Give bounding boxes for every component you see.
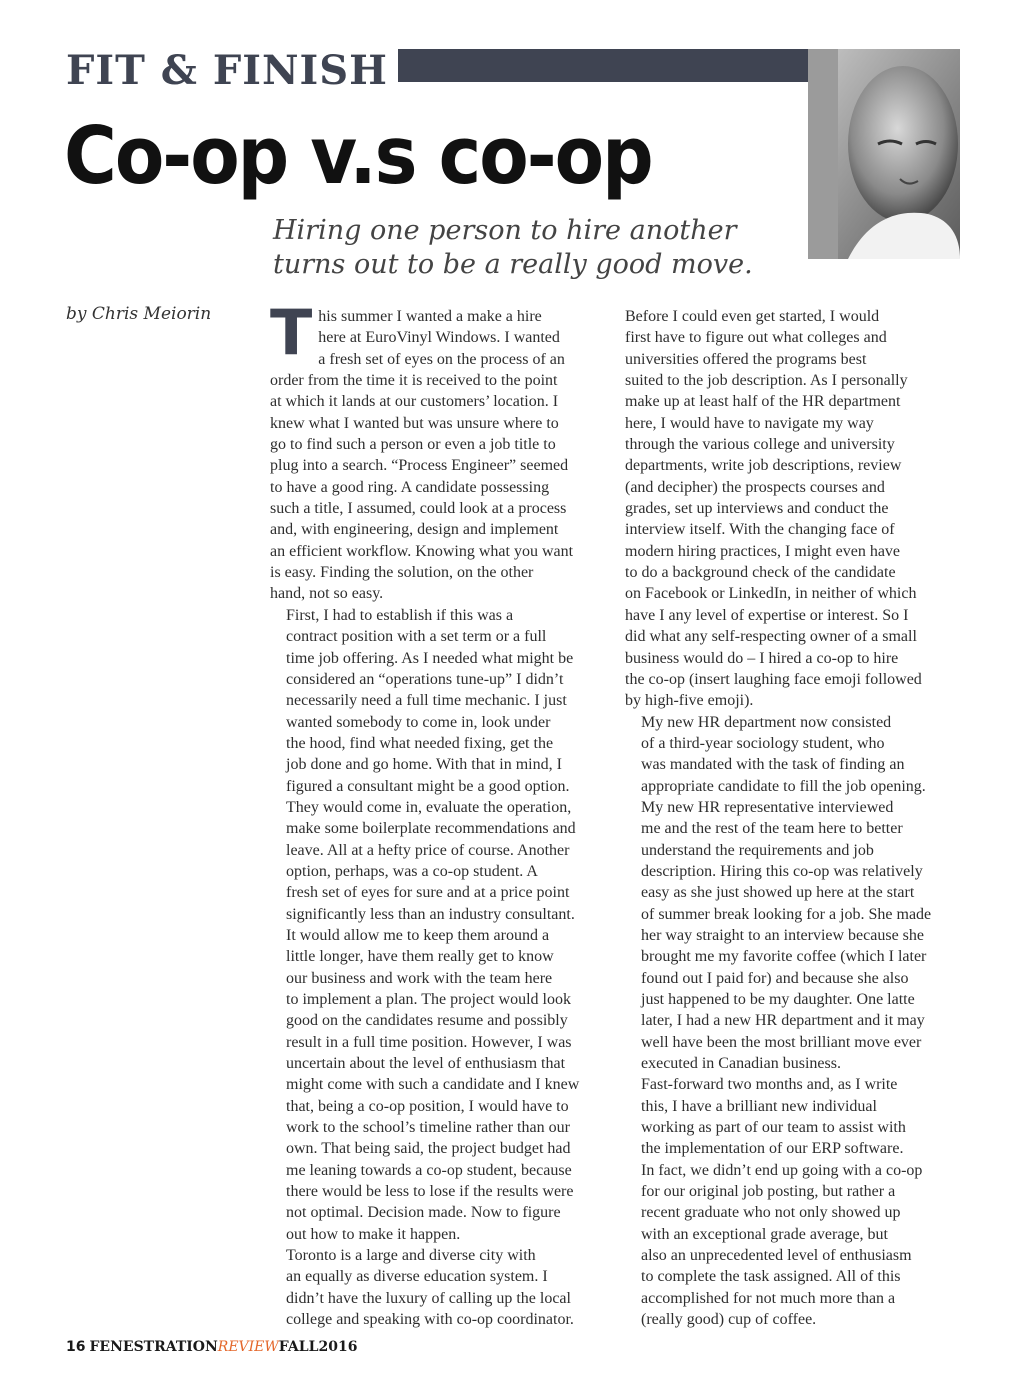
text-line: for our original job posting, but rather a (641, 1183, 896, 1201)
publication-name: FENESTRATION (89, 1339, 218, 1355)
text-line: leave. All at a hefty price of course. Another (286, 841, 570, 859)
text-line: this, I have a brilliant new individual (641, 1097, 877, 1115)
text-line: job done and go home. With that in mind, I (286, 756, 562, 774)
text-line: option, perhaps, was a co-op student. A (286, 862, 538, 880)
text-line: to complete the task assigned. All of this (641, 1268, 901, 1286)
text-line: me leaning towards a co-op student, because (286, 1161, 572, 1179)
kicker-bar (398, 49, 808, 82)
text-line: of a third-year sociology student, who (641, 734, 885, 752)
text-line: Toronto is a large and diverse city with (286, 1247, 536, 1265)
author-portrait (808, 49, 960, 259)
text-line: own. That being said, the project budget had (286, 1140, 571, 1158)
text-line: plug into a search. “Process Engineer” seemed (270, 457, 569, 475)
text-line: on Facebook or LinkedIn, in neither of which (625, 585, 917, 603)
text-line: at which it lands at our customers’ location. I (270, 393, 559, 411)
text-line: the implementation of our ERP software. (641, 1140, 904, 1158)
page-number: 16 (66, 1339, 86, 1355)
text-line: well have been the most brilliant move ever (641, 1033, 922, 1051)
text-line: to do a background check of the candidate (625, 564, 896, 582)
page-footer (66, 1339, 357, 1355)
text-line: considered an “operations tune-up” I didn’t (286, 670, 564, 688)
text-line: me and the rest of the team here to better (641, 820, 903, 838)
text-line: fresh set of eyes for sure and at a price point (286, 884, 570, 902)
text-line: her way straight to an interview because she (641, 926, 925, 944)
text-line: that, being a co-op position, I would have to (286, 1097, 569, 1115)
text-line: just happened to be my daughter. One latte (641, 991, 915, 1008)
text-line: an efficient workflow. Knowing what you want (270, 542, 574, 560)
text-line: hand, not so easy. (270, 585, 384, 603)
text-line: our business and work with the team here (286, 969, 553, 987)
drop-cap: T (270, 296, 313, 369)
text-line: found out I paid for) and because she also (641, 969, 909, 987)
text-line: figured a consultant might be a good option. (286, 777, 570, 795)
text-line: make up at least half of the HR department (625, 393, 901, 411)
text-line: good on the candidates resume and possibly (286, 1012, 568, 1030)
text-line: the hood, find what needed fixing, get the (286, 734, 554, 752)
text-line: the co-op (insert laughing face emoji followed (625, 670, 922, 688)
text-line: accomplished for not much more than a (641, 1289, 896, 1307)
text-line: suited to the job description. As I personally (625, 372, 908, 390)
text-line: college and speaking with co-op coordinator. (286, 1311, 574, 1329)
text-line: First, I had to establish if this was a (286, 606, 514, 624)
headline: Co-op v.s co-op (64, 109, 652, 202)
text-line: little longer, have them really get to know (286, 948, 554, 966)
text-line: an equally as diverse education system. I (286, 1268, 548, 1286)
text-line: uncertain about the level of enthusiasm that (286, 1055, 566, 1073)
text-line: make some boilerplate recommendations and (286, 820, 576, 838)
text-line: did what any self-respecting owner of a small (625, 628, 917, 646)
paragraph (270, 296, 606, 605)
article-column-1 (270, 296, 606, 1331)
paragraph (625, 1074, 961, 1330)
text-line: with an exceptional grade average, but (641, 1225, 888, 1243)
text-line: (and decipher) the prospects courses and (625, 478, 885, 496)
text-line: appropriate candidate to fill the job opening. (641, 777, 926, 795)
text-line: My new HR representative interviewed (641, 798, 894, 816)
text-line: such a title, I assumed, could look at a process (270, 500, 567, 518)
text-line: might come with such a candidate and I knew (286, 1076, 580, 1094)
text-line: universities offered the programs best (625, 350, 867, 368)
text-line: executed in Canadian business. (641, 1055, 841, 1073)
text-line: here at EuroVinyl Windows. I wanted (318, 329, 560, 347)
section-kicker: FIT & FINISH (66, 47, 388, 94)
text-line: In fact, we didn’t end up going with a co-op (641, 1161, 923, 1179)
text-line: not optimal. Decision made. Now to figure (286, 1204, 561, 1222)
text-line: have I any level of expertise or interest. So I (625, 606, 909, 624)
text-line: by high-five emoji). (625, 692, 754, 710)
text-line: also an unprecedented level of enthusiasm (641, 1247, 912, 1265)
text-line: Before I could even get started, I would (625, 308, 880, 325)
paragraph (625, 712, 961, 1075)
article-column-2 (625, 306, 961, 1331)
text-line: here, I would have to navigate my way (625, 414, 874, 432)
text-line: understand the requirements and job (641, 841, 874, 859)
text-line: Fast-forward two months and, as I write (641, 1076, 898, 1094)
issue-label: FALL2016 (278, 1339, 358, 1355)
text-line: It would allow me to keep them around a (286, 926, 550, 944)
deck: Hiring one person to hire another turns out to be a really good move. (273, 215, 753, 280)
text-line: necessarily need a full time mechanic. I just (286, 692, 567, 710)
text-line: a fresh set of eyes on the process of an (318, 350, 565, 368)
text-line: go to find such a person or even a job title to (270, 436, 556, 454)
text-line: time job offering. As I needed what might be (286, 649, 574, 667)
text-line: first have to figure out what colleges and (625, 329, 887, 347)
text-line: wanted somebody to come in, look under (286, 713, 551, 731)
text-line: his summer I wanted a make a hire (318, 308, 542, 325)
text-line: recent graduate who not only showed up (641, 1204, 901, 1222)
paragraph (270, 605, 606, 1245)
text-line: and, with engineering, design and implement (270, 521, 559, 539)
text-line: contract position with a set term or a full (286, 628, 547, 646)
text-line: work to the school’s timeline rather than our (286, 1119, 570, 1137)
text-line: was mandated with the task of finding an (641, 756, 905, 774)
publication-name-accent: REVIEW (217, 1339, 279, 1355)
text-line: significantly less than an industry consultant. (286, 905, 575, 923)
text-line: They would come in, evaluate the operation, (286, 798, 572, 816)
text-line: to implement a plan. The project would look (286, 991, 571, 1008)
text-line: modern hiring practices, I might even have (625, 542, 901, 560)
text-line: (really good) cup of coffee. (641, 1311, 817, 1329)
text-line: there would be less to lose if the results were (286, 1183, 574, 1201)
text-line: departments, write job descriptions, review (625, 457, 902, 475)
text-line: later, I had a new HR department and it may (641, 1012, 925, 1030)
text-line: interview itself. With the changing face of (625, 521, 895, 539)
text-line: out how to make it happen. (286, 1225, 461, 1243)
text-line: to have a good ring. A candidate possessing (270, 478, 550, 496)
text-line: didn’t have the luxury of calling up the local (286, 1289, 571, 1307)
text-line: business would do – I hired a co-op to hire (625, 649, 899, 667)
text-line: working as part of our team to assist with (641, 1119, 906, 1137)
text-line: description. Hiring this co-op was relatively (641, 862, 923, 880)
text-line: order from the time it is received to the point (270, 372, 558, 390)
text-line: My new HR department now consisted (641, 713, 892, 731)
text-line: brought me my favorite coffee (which I later (641, 948, 927, 966)
text-line: of summer break looking for a job. She made (641, 905, 932, 923)
text-line: grades, set up interviews and conduct the (625, 500, 889, 518)
text-line: through the various college and university (625, 436, 895, 454)
text-line: easy as she just showed up here at the start (641, 884, 915, 902)
text-line: result in a full time position. However, I was (286, 1033, 572, 1051)
text-line: knew what I wanted but was unsure where to (270, 414, 559, 432)
paragraph (270, 1245, 606, 1330)
text-line: is easy. Finding the solution, on the other (270, 564, 534, 582)
byline: by Chris Meiorin (66, 304, 212, 324)
author-portrait-icon (808, 49, 960, 259)
paragraph (625, 306, 961, 712)
